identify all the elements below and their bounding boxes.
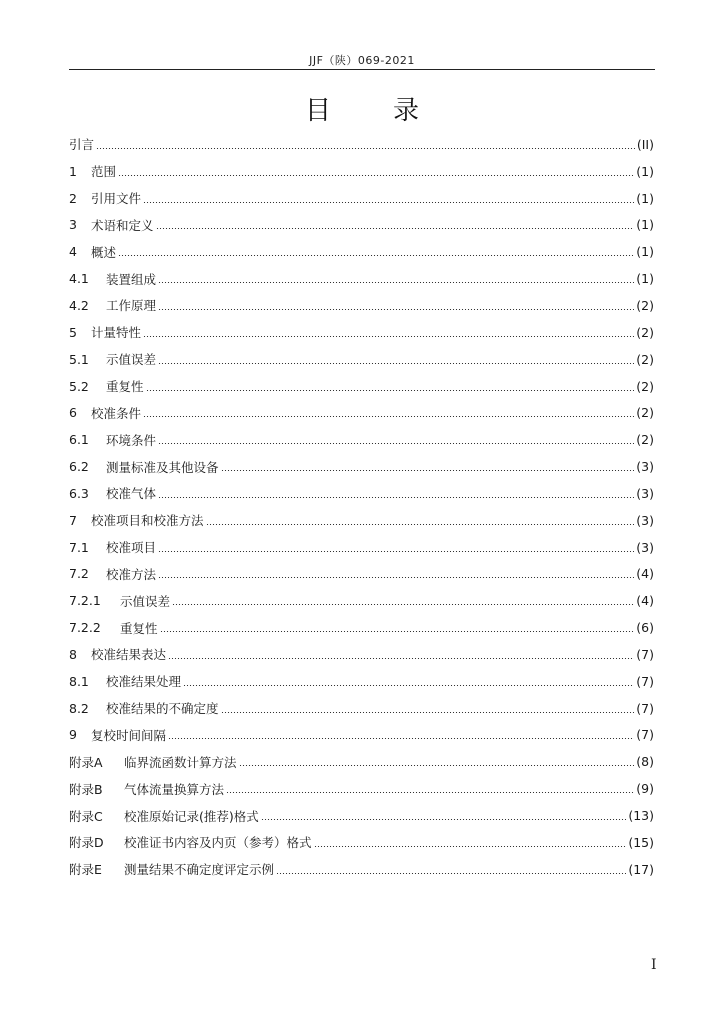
document-code: JJF（陕）069-2021 [309, 54, 415, 67]
toc-entry-number: 附录D [69, 835, 104, 851]
toc-entry[interactable] [69, 158, 654, 185]
toc-title [0, 90, 724, 127]
toc-dot-leader [158, 282, 634, 283]
toc-dot-leader [143, 336, 634, 337]
toc-entry-page: (6) [636, 620, 654, 636]
toc-entry-number: 7.2.1 [69, 593, 101, 609]
toc-entry-page: (2) [636, 405, 654, 421]
toc-entry[interactable] [69, 587, 654, 614]
toc-entry-title: 引用文件 [91, 191, 142, 207]
toc-entry[interactable] [69, 507, 654, 534]
toc-entry[interactable] [69, 346, 654, 373]
toc-entry[interactable] [69, 212, 654, 239]
toc-entry-number: 5.2 [69, 378, 89, 394]
toc-entry-title: 装置组成 [106, 271, 157, 287]
toc-entry-page: (7) [636, 673, 654, 689]
toc-dot-leader [172, 604, 634, 605]
toc-entry-title: 校准条件 [91, 405, 142, 421]
toc-entry-page: (1) [636, 163, 654, 179]
toc-entry[interactable] [69, 265, 654, 292]
toc-entry-number: 6.2 [69, 459, 89, 475]
toc-entry-page: (9) [636, 781, 654, 797]
toc-dot-leader [96, 148, 635, 149]
toc-dot-leader [118, 255, 634, 256]
toc-entry-number: 附录E [69, 862, 102, 878]
toc-entry[interactable] [69, 748, 654, 775]
toc-entry-number: 3 [69, 217, 77, 233]
toc-dot-leader [160, 631, 635, 632]
toc-entry-title: 复校时间间隔 [91, 727, 167, 743]
toc-entry-page: (1) [636, 217, 654, 233]
toc-entry-title: 校准结果表达 [91, 647, 167, 663]
toc-entry-page: (7) [636, 700, 654, 716]
toc-entry[interactable] [69, 561, 654, 588]
toc-entry-title: 测量标准及其他设备 [106, 459, 219, 475]
toc-entry-number: 8 [69, 646, 77, 662]
toc-entry-title: 重复性 [120, 620, 158, 636]
toc-entry-page: (2) [636, 324, 654, 340]
toc-entry[interactable] [69, 856, 654, 883]
toc-entry-title: 计量特性 [91, 325, 142, 341]
toc-entry-title: 测量结果不确定度评定示例 [124, 862, 275, 878]
toc-entry-page: (3) [636, 512, 654, 528]
toc-entry-title: 校准结果的不确定度 [106, 701, 219, 717]
toc-dot-leader [168, 738, 634, 739]
toc-entry-title: 环境条件 [106, 432, 157, 448]
toc-dot-leader [118, 175, 634, 176]
toc-entry-number: 1 [69, 163, 77, 179]
toc-entry[interactable] [69, 480, 654, 507]
toc-entry-title: 校准项目 [106, 540, 157, 556]
toc-list [69, 131, 654, 883]
toc-entry-title: 校准结果处理 [106, 674, 182, 690]
toc-entry-number: 附录B [69, 781, 103, 797]
toc-entry[interactable] [69, 641, 654, 668]
toc-entry-number: 7.2 [69, 566, 89, 582]
toc-entry-number: 5 [69, 324, 77, 340]
toc-entry-page: (1) [636, 244, 654, 260]
toc-dot-leader [261, 819, 627, 820]
toc-entry-page: (2) [636, 378, 654, 394]
toc-entry[interactable] [69, 373, 654, 400]
toc-entry-number: 4.2 [69, 297, 89, 313]
toc-dot-leader [226, 792, 634, 793]
toc-entry-page: (2) [636, 297, 654, 313]
header-divider [69, 69, 655, 70]
toc-entry-title: 气体流量换算方法 [124, 781, 225, 797]
toc-entry-title: 引言 [69, 137, 95, 153]
toc-dot-leader [158, 363, 634, 364]
toc-entry-page: (II) [636, 136, 654, 152]
toc-entry[interactable] [69, 695, 654, 722]
toc-dot-leader [158, 309, 634, 310]
toc-entry-page: (7) [636, 727, 654, 743]
toc-entry[interactable] [69, 614, 654, 641]
toc-entry-number: 7 [69, 512, 77, 528]
toc-dot-leader [206, 524, 635, 525]
toc-entry-title: 校准证书内容及内页（参考）格式 [124, 835, 312, 851]
toc-entry-title: 校准方法 [106, 566, 157, 582]
toc-entry-page: (8) [636, 754, 654, 770]
toc-entry-page: (1) [636, 271, 654, 287]
toc-entry-title: 临界流函数计算方法 [124, 754, 237, 770]
page-number: I [651, 957, 657, 973]
toc-entry-number: 5.1 [69, 351, 89, 367]
toc-entry-page: (3) [636, 539, 654, 555]
toc-dot-leader [183, 685, 634, 686]
toc-entry-number: 6.3 [69, 485, 89, 501]
toc-entry-page: (4) [636, 593, 654, 609]
toc-entry-number: 4.1 [69, 271, 89, 287]
toc-entry[interactable] [69, 775, 654, 802]
toc-entry-page: (3) [636, 485, 654, 501]
toc-entry-title: 概述 [91, 244, 117, 260]
toc-title-char-2: 录 [393, 96, 420, 126]
toc-dot-leader [156, 228, 635, 229]
toc-entry-number: 9 [69, 727, 77, 743]
toc-dot-leader [158, 577, 634, 578]
toc-entry[interactable] [69, 426, 654, 453]
toc-dot-leader [158, 443, 634, 444]
toc-entry-page: (1) [636, 190, 654, 206]
toc-dot-leader [146, 390, 635, 391]
toc-entry-number: 4 [69, 244, 77, 260]
toc-entry-title: 范围 [91, 164, 117, 180]
toc-entry-title: 工作原理 [106, 298, 157, 314]
toc-dot-leader [276, 873, 626, 874]
toc-entry-title: 术语和定义 [91, 217, 154, 233]
toc-entry[interactable] [69, 829, 654, 856]
toc-entry[interactable] [69, 319, 654, 346]
toc-entry-page: (3) [636, 459, 654, 475]
toc-entry[interactable] [69, 292, 654, 319]
toc-entry-number: 6.1 [69, 432, 89, 448]
toc-title-char-1: 目 [304, 96, 331, 126]
toc-entry-page: (2) [636, 432, 654, 448]
toc-entry-number: 2 [69, 190, 77, 206]
toc-entry-page: (13) [628, 808, 654, 824]
toc-entry-number: 8.1 [69, 673, 89, 689]
toc-entry-page: (7) [636, 646, 654, 662]
toc-entry[interactable] [69, 722, 654, 749]
toc-entry-title: 校准气体 [106, 486, 157, 502]
toc-entry-page: (4) [636, 566, 654, 582]
toc-entry[interactable] [69, 185, 654, 212]
toc-entry-number: 7.2.2 [69, 620, 101, 636]
toc-entry-title: 校准项目和校准方法 [91, 513, 204, 529]
toc-dot-leader [143, 416, 634, 417]
toc-dot-leader [314, 846, 627, 847]
toc-entry[interactable] [69, 668, 654, 695]
toc-entry-title: 重复性 [106, 379, 144, 395]
toc-dot-leader [143, 202, 634, 203]
toc-entry-page: (2) [636, 351, 654, 367]
toc-entry[interactable] [69, 802, 654, 829]
toc-dot-leader [168, 658, 634, 659]
toc-entry-number: 附录C [69, 808, 103, 824]
toc-entry-number: 6 [69, 405, 77, 421]
toc-entry[interactable] [69, 534, 654, 561]
toc-entry-title: 校准原始记录(推荐)格式 [124, 808, 259, 824]
toc-entry-title: 示值误差 [120, 593, 171, 609]
toc-entry[interactable] [69, 399, 654, 426]
toc-entry-number: 8.2 [69, 700, 89, 716]
toc-dot-leader [158, 497, 634, 498]
toc-entry-page: (15) [628, 834, 654, 850]
toc-dot-leader [221, 470, 635, 471]
toc-entry-number: 7.1 [69, 539, 89, 555]
toc-entry[interactable] [69, 238, 654, 265]
toc-dot-leader [239, 765, 635, 766]
toc-dot-leader [221, 712, 635, 713]
toc-entry-title: 示值误差 [106, 352, 157, 368]
toc-dot-leader [158, 551, 634, 552]
toc-entry-number: 附录A [69, 754, 103, 770]
toc-entry-page: (17) [628, 861, 654, 877]
toc-entry[interactable] [69, 131, 654, 158]
toc-entry[interactable] [69, 453, 654, 480]
